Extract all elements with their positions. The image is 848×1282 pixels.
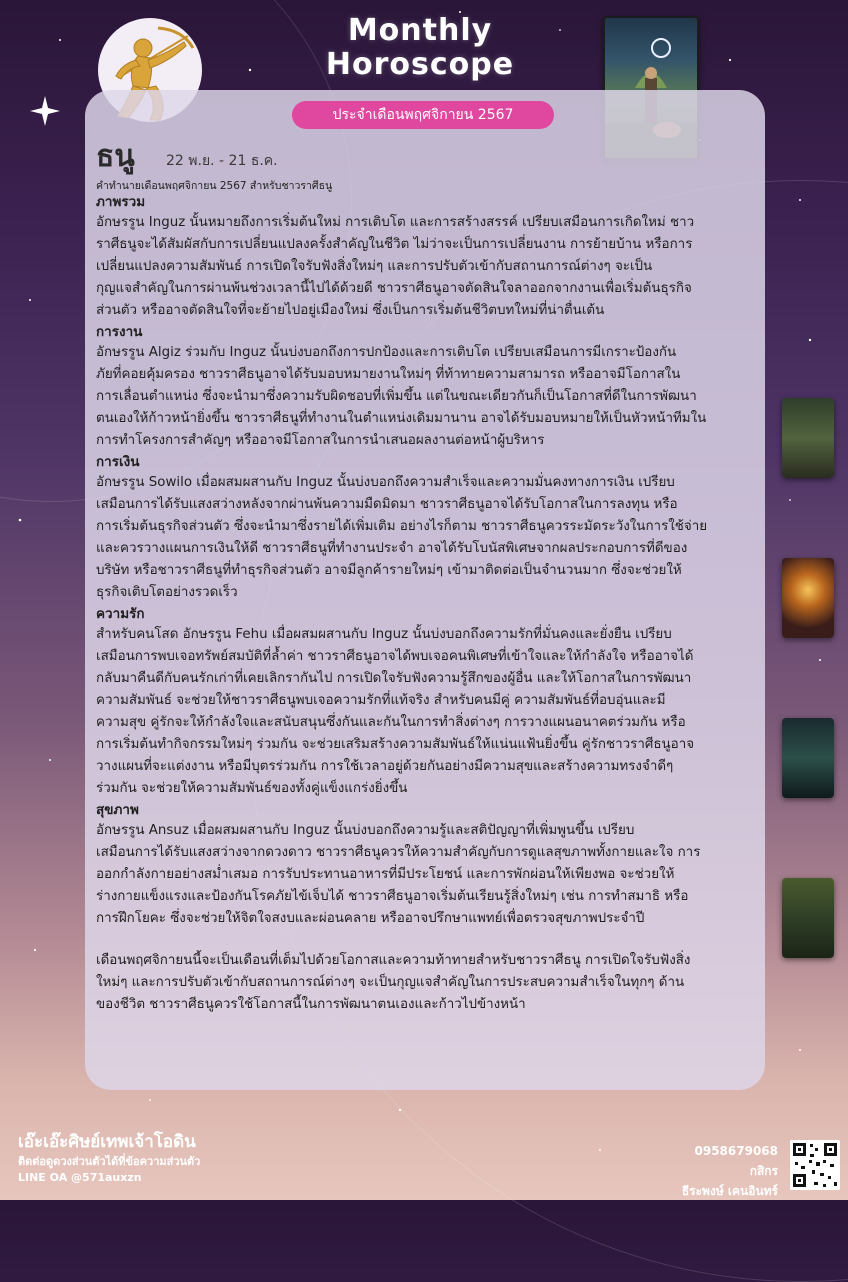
body-line: และควรวางแผนการเงินให้ดี ชาวราศีธนูที่ทำงานประจำ อาจได้รับโบนัสพิเศษจากผลประกอบการที่ดีของ xyxy=(96,541,688,556)
section-body xyxy=(96,212,762,322)
tarot-card-thumbnail xyxy=(782,878,834,958)
line-oa-id[interactable]: LINE OA @571auxzn xyxy=(18,1171,142,1184)
section-body xyxy=(96,950,762,1016)
section-health xyxy=(96,800,762,930)
contact-note: ติดต่อดูดวงส่วนตัวได้ที่ข้อความส่วนตัว xyxy=(18,1155,201,1168)
sign-dates: 22 พ.ย. - 21 ธ.ค. xyxy=(166,153,278,169)
sign-subtitle: คำทำนายเดือนพฤศจิกายน 2567 สำหรับชาวราศีธนู xyxy=(96,180,333,192)
body-line: กลับมาคืนดีกับคนรักเก่าที่เคยเลิกรากันไป การเปิดใจรับฟังความรู้สึกของผู้อื่น และให้โอกาสในการพัฒนา xyxy=(96,671,692,686)
body-line: การฝึกโยคะ ซึ่งจะช่วยให้จิตใจสงบและผ่อนคลาย หรืออาจปรึกษาแพทย์เพื่อตรวจสุขภาพประจำปี xyxy=(96,911,645,926)
section-work xyxy=(96,322,762,452)
brand-name: เอ๊ะเอ๊ะศิษย์เทพเจ้าโอดิน xyxy=(18,1132,196,1152)
body-line: ออกกำลังกายอย่างสม่ำเสมอ การรับประทานอาหารที่มีประโยชน์ และการพักผ่อนให้เพียงพอ จะช่วยให้ xyxy=(96,867,675,882)
month-badge: ประจำเดือนพฤศจิกายน 2567 xyxy=(292,101,554,129)
body-line: วางแผนที่จะแต่งงาน หรือมีบุตรร่วมกัน การใช้เวลาอยู่ด้วยกันอย่างมีความสุขและสร้างความทรงจำดีๆ xyxy=(96,759,674,774)
body-line: ตนเองให้ก้าวหน้ายิ่งขึ้น ชาวราศีธนูที่ทำงานในตำแหน่งเดิมมานาน อาจได้รับมอบหมายให้เป็นหัวหน้าทีมใน xyxy=(96,411,707,426)
section-love xyxy=(96,604,762,800)
section-body xyxy=(96,820,762,930)
section-body xyxy=(96,624,762,800)
body-line: การเริ่มต้นธุรกิจส่วนตัว ซึ่งจะนำมาซึ่งรายได้เพิ่มเติม อย่างไรก็ตาม ชาวราศีธนูควรระมัดระวังในการใช้จ่าย xyxy=(96,519,708,534)
sign-name: ธนู xyxy=(96,139,135,174)
tarot-card-thumbnail xyxy=(782,398,834,478)
section-heading: การงาน xyxy=(96,324,143,340)
account-name: ธีระพงษ์ เคนอินทร์ xyxy=(681,1184,778,1198)
closing-summary xyxy=(96,950,762,1016)
body-line: เปลี่ยนแปลงความสัมพันธ์ การเปิดใจรับฟังสิ่งใหม่ๆ และการปรับตัวเข้ากับสถานการณ์ต่างๆ จะเป็น xyxy=(96,259,653,274)
section-heading: ภาพรวม xyxy=(96,194,146,210)
footer-brand-block xyxy=(18,1130,200,1186)
body-line: อักษรรูน Algiz ร่วมกับ Inguz นั้นบ่งบอกถึงการปกป้องและการเติบโต เปรียบเสมือนการมีเกราะป้องกัน xyxy=(96,345,677,360)
body-line: กุญแจสำคัญในการผ่านพ้นช่วงเวลานี้ไปได้ด้วยดี ชาวราศีธนูอาจตัดสินใจลาออกจากงานเพื่อเริ่มต้นธุรกิจ xyxy=(96,281,692,296)
body-line: ร่วมกัน จะช่วยให้ความสัมพันธ์ของทั้งคู่แข็งแกร่งยิ่งขึ้น xyxy=(96,781,408,796)
phone-number[interactable]: 0958679068 xyxy=(694,1144,778,1158)
page-title xyxy=(270,14,570,82)
body-line: บริษัท หรือชาวราศีธนูที่ทำธุรกิจส่วนตัว อาจมีลูกค้ารายใหม่ๆ เข้ามาติดต่อเป็นจำนวนมาก ซึ่งจะช่วยให้ xyxy=(96,563,682,578)
tarot-card-thumbnail xyxy=(782,718,834,798)
body-line: ธุรกิจเติบโตอย่างรวดเร็ว xyxy=(96,585,238,600)
title-line-1: Monthly xyxy=(347,13,493,48)
section-heading: ความรัก xyxy=(96,606,145,622)
section-heading: การเงิน xyxy=(96,454,140,470)
section-body xyxy=(96,342,762,452)
section-finance xyxy=(96,452,762,604)
qr-code-icon[interactable] xyxy=(790,1140,840,1190)
body-line: เดือนพฤศจิกายนนี้จะเป็นเดือนที่เต็มไปด้วยโอกาสและความท้าทายสำหรับชาวราศีธนู การเปิดใจรับฟังสิ่ง xyxy=(96,953,691,968)
body-line: ราศีธนูจะได้สัมผัสกับการเปลี่ยนแปลงครั้งสำคัญในชีวิต ไม่ว่าจะเป็นการเปลี่ยนงาน การย้ายบ้าน หรือการ xyxy=(96,237,693,252)
body-line: เสมือนการได้รับแสงสว่างจากดวงดาว ชาวราศีธนูควรให้ความสำคัญกับการดูแลสุขภาพทั้งกายและใจ การ xyxy=(96,845,701,860)
body-line: ความสุข คู่รักจะให้กำลังใจและสนับสนุนซึ่งกันและกันในการทำสิ่งต่างๆ การวางแผนอนาคตร่วมกัน หรือ xyxy=(96,715,686,730)
sign-header xyxy=(96,138,596,178)
body-line: ใหม่ๆ และการปรับตัวเข้ากับสถานการณ์ต่างๆ จะเป็นกุญแจสำคัญในการประสบความสำเร็จในทุกๆ ด้าน xyxy=(96,975,685,990)
section-overview xyxy=(96,192,762,322)
body-line: อักษรรูน Inguz นั้นหมายถึงการเริ่มต้นใหม่ การเติบโต และการสร้างสรรค์ เปรียบเสมือนการเกิดใหม่ ชาว xyxy=(96,215,695,230)
four-point-star-icon xyxy=(30,96,60,126)
bank-name: กสิกร xyxy=(749,1164,778,1178)
body-line: อักษรรูน Sowilo เมื่อผสมผสานกับ Inguz นั้นบ่งบอกถึงความสำเร็จและความมั่นคงทางการเงิน เปรียบ xyxy=(96,475,675,490)
section-heading: สุขภาพ xyxy=(96,802,139,818)
body-line: ความสัมพันธ์ จะช่วยให้ชาวราศีธนูพบเจอความรักที่แท้จริง สำหรับคนมีคู่ ความสัมพันธ์ที่อบอุ่นและมี xyxy=(96,693,666,708)
body-line: เสมือนการพบเจอทรัพย์สมบัติที่ล้ำค่า ชาวราศีธนูอาจได้พบเจอคนพิเศษที่เข้าใจและให้กำลังใจ หรืออาจได้ xyxy=(96,649,694,664)
body-line: ของชีวิต ชาวราศีธนูควรใช้โอกาสนี้ในการพัฒนาตนเองและก้าวไปข้างหน้า xyxy=(96,997,526,1012)
body-line: ภัยที่คอยคุ้มครอง ชาวราศีธนูอาจได้รับมอบหมายงานใหม่ๆ ที่ท้าทายความสามารถ หรืออาจมีโอกาสใน xyxy=(96,367,681,382)
body-line: ส่วนตัว หรืออาจตัดสินใจที่จะย้ายไปอยู่เมืองใหม่ ซึ่งเป็นการเริ่มต้นชีวิตบทใหม่ที่น่าตื่นเต้น xyxy=(96,303,605,318)
body-line: การเลื่อนตำแหน่ง ซึ่งจะนำมาซึ่งความรับผิดชอบที่เพิ่มขึ้น แต่ในขณะเดียวกันก็เป็นโอกาสที่ดีในการพัฒนา xyxy=(96,389,697,404)
body-line: เสมือนการได้รับแสงสว่างหลังจากผ่านพ้นความมืดมิดมา ชาวราศีธนูอาจได้รับโอกาสในการลงทุน หรือ xyxy=(96,497,678,512)
horoscope-content xyxy=(96,192,762,1016)
title-line-2: Horoscope xyxy=(325,47,515,82)
footer-payment-block xyxy=(682,1141,778,1201)
body-line: การทำโครงการสำคัญๆ หรืออาจมีโอกาสในการนำเสนอผลงานต่อหน้าผู้บริหาร xyxy=(96,433,545,448)
body-line: การเริ่มต้นทำกิจกรรมใหม่ๆ ร่วมกัน จะช่วยเสริมสร้างความสัมพันธ์ให้แน่นแฟ้นยิ่งขึ้น คู่รักชาวราศีธนูอาจ xyxy=(96,737,695,752)
section-body xyxy=(96,472,762,604)
body-line: อักษรรูน Ansuz เมื่อผสมผสานกับ Inguz นั้นบ่งบอกถึงความรู้และสติปัญญาที่เพิ่มพูนขึ้น เปรียบ xyxy=(96,823,635,838)
tarot-card-thumbnail xyxy=(782,558,834,638)
body-line: สำหรับคนโสด อักษรรูน Fehu เมื่อผสมผสานกับ Inguz นั้นบ่งบอกถึงความรักที่มั่นคงและยั่งยืน เปรียบ xyxy=(96,627,672,642)
body-line: ร่างกายแข็งแรงและป้องกันโรคภัยไข้เจ็บได้ ชาวราศีธนูอาจเริ่มต้นเรียนรู้สิ่งใหม่ๆ เช่น การทำสมาธิ หรือ xyxy=(96,889,689,904)
